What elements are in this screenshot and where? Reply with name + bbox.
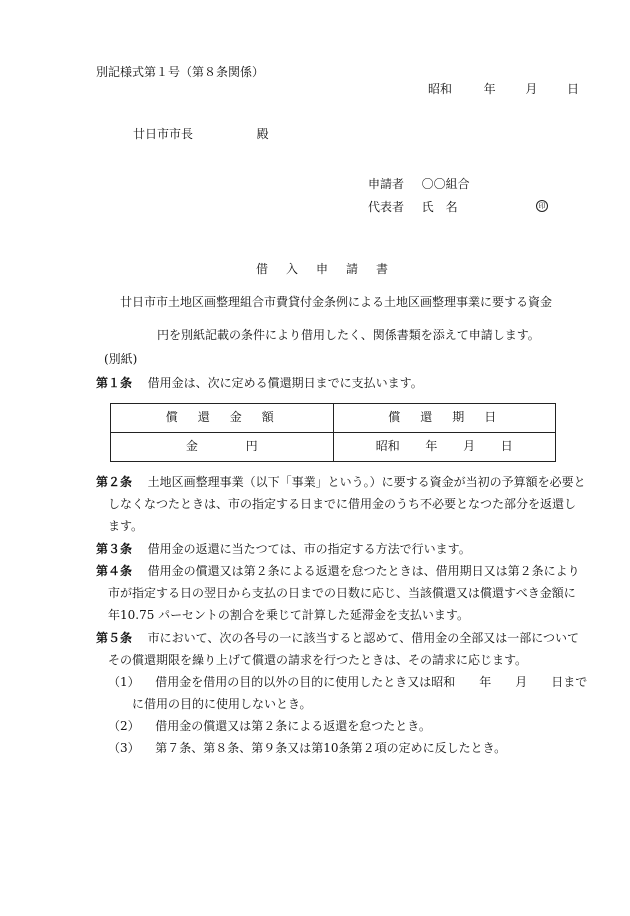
table-header-row [111, 404, 556, 433]
applicant-label: 申請者 [368, 177, 405, 191]
date-day: 日 [567, 82, 580, 96]
amount-label: 金 [185, 439, 198, 454]
article-3 [96, 543, 471, 557]
cell-day: 日 [500, 439, 513, 454]
representative-line [368, 201, 458, 215]
article-4-head: 第４条 [96, 564, 133, 578]
article-5-line-1 [96, 632, 579, 646]
article-2-line-3: ます。 [108, 519, 144, 533]
representative-name: 氏 名 [421, 200, 458, 214]
article-4-line-2: 市が指定する日の翌日から支払の日までの日数に応じ、当該償還又は償還すべき金額に [108, 586, 576, 600]
article-3-head: 第３条 [96, 542, 133, 556]
item-1-text-2: に借用の目的に使用しないとき。 [132, 697, 312, 711]
item-1-text-1: 借用金を借用の目的以外の目的に使用したとき又は昭和 年 月 日まで [155, 675, 588, 689]
cell-era: 昭和 [375, 439, 400, 454]
article-2-head: 第２条 [96, 475, 133, 489]
applicant-line [368, 178, 470, 192]
article-5-head: 第５条 [96, 631, 133, 645]
form-number: 別記様式第１号（第８条関係） [96, 65, 265, 79]
article-2-text-1: 土地区画整理事業（以下「事業」という。）に要する資金が当初の予算額を必要と [147, 475, 586, 489]
date-era: 昭和 [428, 82, 453, 96]
amount-cell [111, 433, 334, 462]
table-row [111, 433, 556, 462]
item-1-number: （1） [108, 675, 140, 689]
repayment-table [110, 403, 556, 462]
item-3-text-1: 第７条、第８条、第９条又は第10条第２項の定めに反したとき。 [155, 741, 507, 755]
article-1 [96, 377, 423, 391]
intro-line-1: 廿日市市土地区画整理組合市費貸付金条例による土地区画整理事業に要する資金 [120, 295, 553, 309]
addressee-honorific: 殿 [256, 127, 269, 141]
article-4-line-1 [96, 565, 580, 579]
article-4-text-1: 借用金の償還又は第２条による返還を怠つたときは、借用期日又は第２条により [147, 564, 580, 578]
date-year: 年 [483, 82, 496, 96]
list-item [108, 720, 431, 734]
article-2-line-1 [96, 476, 586, 490]
item-2-text-1: 借用金の償還又は第２条による返還を怠つたとき。 [155, 719, 431, 733]
item-3-number: （3） [108, 741, 140, 755]
article-5-text-1: 市において、次の各号の一に該当すると認めて、借用金の全部又は一部について [147, 631, 579, 645]
seal-mark: 印 [536, 200, 548, 212]
attachment-label: (別紙) [104, 352, 138, 366]
application-date [428, 83, 579, 97]
article-1-head: 第１条 [96, 376, 133, 390]
date-month: 月 [525, 82, 538, 96]
cell-month: 月 [463, 439, 476, 454]
intro-line-2: 円を別紙記載の条件により借用したく、関係書類を添えて申請します。 [157, 328, 540, 342]
yen-label: 円 [245, 439, 258, 454]
cell-year: 年 [425, 439, 438, 454]
header-repayment-amount: 償 還 金 額 [111, 404, 334, 433]
header-repayment-date: 償 還 期 日 [333, 404, 556, 433]
document-title: 借入申請書 [256, 262, 407, 276]
representative-label: 代表者 [368, 200, 405, 214]
article-2-line-2: しなくなつたときは、市の指定する日までに借用金のうち不必要となつた部分を返還し [108, 497, 577, 511]
article-5-line-2: その償還期限を繰り上げて償還の請求を行つたときは、その請求に応じます。 [108, 653, 528, 667]
addressee [133, 128, 269, 142]
addressee-name: 廿日市市長 [133, 127, 194, 141]
date-cell [333, 433, 556, 462]
article-1-text: 借用金は、次に定める償還期日までに支払います。 [147, 376, 423, 390]
item-2-number: （2） [108, 719, 140, 733]
article-3-text: 借用金の返還に当たつては、市の指定する方法で行います。 [147, 542, 471, 556]
list-item [108, 676, 587, 690]
list-item [108, 742, 506, 756]
article-4-line-3: 年10.75 パーセントの割合を乗じて計算した延滞金を支払います。 [108, 608, 469, 622]
applicant-value: 〇〇組合 [421, 177, 470, 191]
